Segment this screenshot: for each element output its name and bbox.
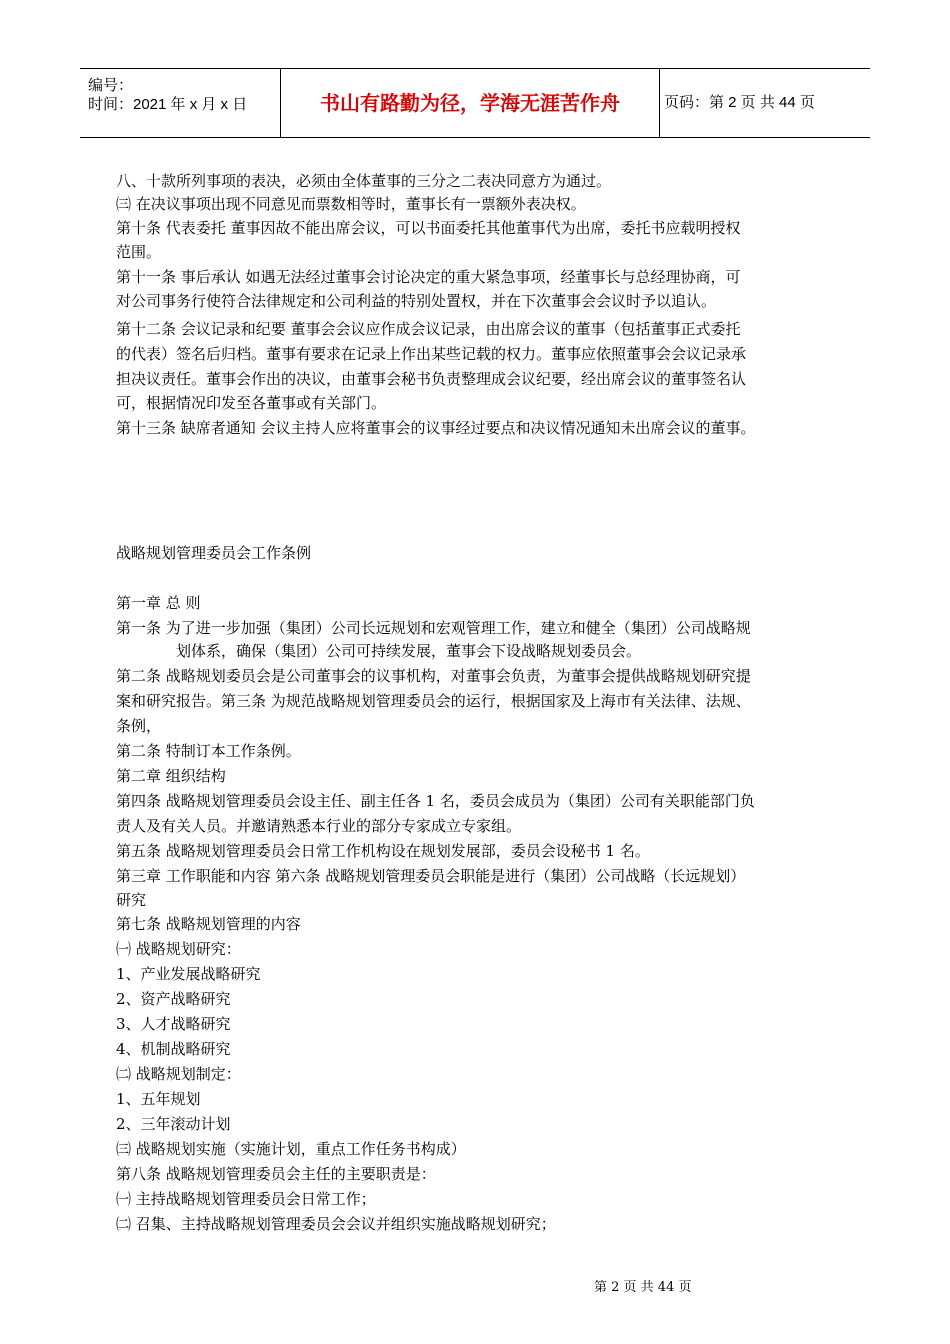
text-line: 可，根据情况印发至各董事或有关部门。 (116, 394, 387, 412)
text-line: 担决议责任。董事会作出的决议，由董事会秘书负责整理成会议纪要，经出席会议的董事签名认 (116, 370, 747, 388)
text-line: 对公司事务行使符合法律规定和公司利益的特别处置权，并在下次董事会会议时予以追认。 (116, 292, 717, 310)
list-item: 2、资产战略研究 (116, 990, 231, 1008)
header-page-cell (660, 69, 870, 137)
text-line: 的代表）签名后归档。董事有要求在记录上作出某些记载的权力。董事应依照董事会会议记录承 (116, 345, 747, 363)
list-item: ㈠ 主持战略规划管理委员会日常工作； (116, 1190, 376, 1208)
document-number-label: 编号： (88, 77, 134, 94)
header-motto: 书山有路勤为径，学海无涯苦作舟 (281, 69, 660, 137)
page-header (80, 68, 870, 138)
list-item: ㈡ 战略规划制定： (116, 1065, 241, 1083)
list-item: ㈡ 召集、主持战略规划管理委员会会议并组织实施战略规划研究； (116, 1215, 556, 1233)
text-line: ㈢ 在决议事项出现不同意见而票数相等时，董事长有一票额外表决权。 (116, 195, 586, 213)
chapter-heading: 第二章 组织结构 (116, 767, 226, 785)
text-line: 划体系，确保（集团）公司可持续发展，董事会下设战略规划委员会。 (176, 642, 642, 660)
text-line: 第十一条 事后承认 如遇无法经过董事会讨论决定的重大紧急事项，经董事长与总经理协商，可 (116, 268, 741, 286)
text-line: 第四条 战略规划管理委员会设主任、副主任各 1 名，委员会成员为（集团）公司有关职能部门负 (116, 792, 755, 810)
list-item: 1、产业发展战略研究 (116, 965, 261, 983)
chapter-heading: 第一章 总 则 (116, 594, 201, 612)
list-item: 1、五年规划 (116, 1090, 201, 1108)
header-meta-cell (80, 69, 281, 137)
text-line: 第三章 工作职能和内容 第六条 战略规划管理委员会职能是进行（集团）公司战略（长远规划） (116, 867, 746, 885)
text-line: 八、十款所列事项的表决，必须由全体董事的三分之二表决同意方为通过。 (116, 172, 612, 190)
list-item: 2、三年滚动计划 (116, 1115, 231, 1133)
list-item: ㈠ 战略规划研究： (116, 940, 241, 958)
text-line: 第十条 代表委托 董事因故不能出席会议，可以书面委托其他董事代为出席，委托书应载明授权 (116, 219, 741, 237)
list-item: 4、机制战略研究 (116, 1040, 231, 1058)
text-line: 第八条 战略规划管理委员会主任的主要职责是： (116, 1165, 436, 1183)
text-line: 案和研究报告。第三条 为规范战略规划管理委员会的运行，根据国家及上海市有关法律、法规、 (116, 692, 751, 710)
header-page-number: 页码：第 2 页 共 44 页 (664, 94, 815, 111)
list-item: 3、人才战略研究 (116, 1015, 231, 1033)
section-title: 战略规划管理委员会工作条例 (116, 544, 312, 562)
document-time-label: 时间：2021 年 x 月 x 日 (88, 96, 248, 113)
text-line: 条例， (116, 717, 162, 735)
text-line: 第二条 特制订本工作条例。 (116, 742, 301, 760)
page-footer: 第 2 页 共 44 页 (594, 1280, 692, 1295)
list-item: ㈢ 战略规划实施（实施计划，重点工作任务书构成） (116, 1140, 466, 1158)
text-line: 责人及有关人员。并邀请熟悉本行业的部分专家成立专家组。 (116, 817, 522, 835)
text-line: 研究 (116, 891, 147, 909)
text-line: 第十二条 会议记录和纪要 董事会会议应作成会议记录，由出席会议的董事（包括董事正式委托 (116, 320, 741, 338)
text-line: 范围。 (116, 243, 162, 261)
text-line: 第五条 战略规划管理委员会日常工作机构设在规划发展部，委员会设秘书 1 名。 (116, 842, 650, 860)
text-line: 第十三条 缺席者通知 会议主持人应将董事会的议事经过要点和决议情况通知未出席会议的董事。 (116, 419, 756, 437)
text-line: 第二条 战略规划委员会是公司董事会的议事机构，对董事会负责，为董事会提供战略规划研究提 (116, 667, 751, 685)
text-line: 第七条 战略规划管理的内容 (116, 915, 301, 933)
text-line: 第一条 为了进一步加强（集团）公司长远规划和宏观管理工作，建立和健全（集团）公司战略规 (116, 619, 751, 637)
